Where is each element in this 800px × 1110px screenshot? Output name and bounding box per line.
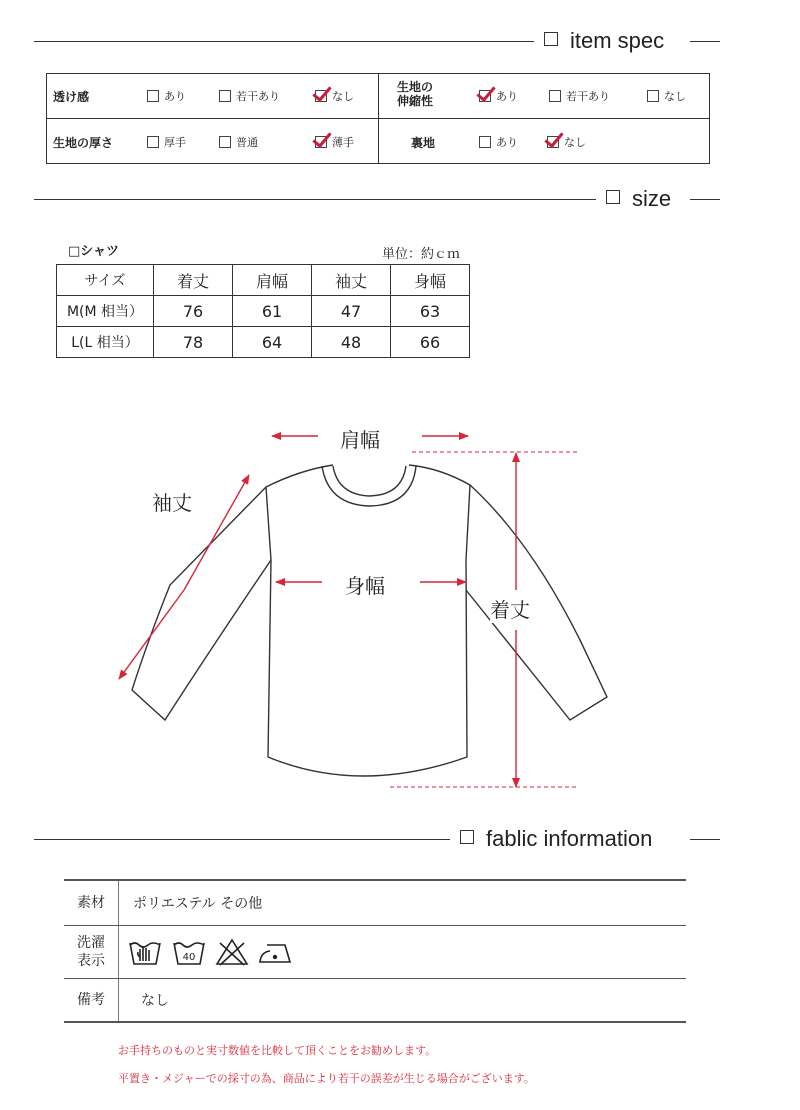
label-sleeve-length: 袖丈 bbox=[152, 491, 192, 515]
shirt-measurement-diagram bbox=[0, 400, 800, 820]
spec-option: 若干あり bbox=[219, 88, 280, 104]
size-heading: size bbox=[606, 186, 671, 212]
checkbox-icon bbox=[219, 90, 231, 102]
spec-option: あり bbox=[479, 88, 518, 104]
size-table bbox=[56, 264, 470, 358]
table-cell: 76 bbox=[154, 296, 233, 327]
heading-checkbox-icon bbox=[544, 32, 558, 46]
spec-option: 普通 bbox=[219, 134, 258, 150]
table-row bbox=[57, 296, 470, 327]
checked-checkbox-icon bbox=[479, 90, 491, 102]
iron-low-icon bbox=[257, 937, 293, 967]
item-spec-heading: item spec bbox=[544, 28, 664, 54]
spec-label-transparency: 透け感 bbox=[53, 90, 90, 104]
spec-option: あり bbox=[147, 88, 186, 104]
wash-label: 洗濯 表示 bbox=[77, 935, 105, 969]
remarks-label: 備考 bbox=[77, 992, 105, 1008]
table-cell: L(L 相当） bbox=[57, 327, 154, 358]
table-cell: M(M 相当） bbox=[57, 296, 154, 327]
table-header: サイズ bbox=[57, 265, 154, 296]
table-header-row bbox=[57, 265, 470, 296]
no-bleach-icon bbox=[215, 937, 249, 967]
table-cell: 47 bbox=[312, 296, 391, 327]
label-body-width: 身幅 bbox=[345, 574, 385, 598]
fabric-row-remarks bbox=[64, 979, 686, 1023]
spec-label-thickness: 生地の厚さ bbox=[53, 136, 114, 150]
spec-option: 若干あり bbox=[549, 88, 610, 104]
spec-label-lining: 裏地 bbox=[411, 136, 436, 150]
wash-symbols bbox=[118, 926, 686, 978]
fabric-table bbox=[64, 879, 686, 1023]
size-unit: 単位：約ｃｍ bbox=[382, 247, 461, 262]
material-value: ポリエステル その他 bbox=[118, 881, 686, 925]
remarks-value: なし bbox=[118, 979, 686, 1021]
fabric-heading: fablic information bbox=[460, 826, 652, 852]
checkbox-icon bbox=[479, 136, 491, 148]
label-shoulder-width: 肩幅 bbox=[340, 428, 380, 452]
fabric-row-wash bbox=[64, 926, 686, 979]
table-header: 着丈 bbox=[154, 265, 233, 296]
table-header: 肩幅 bbox=[233, 265, 312, 296]
item-spec-table bbox=[46, 73, 710, 164]
table-cell: 48 bbox=[312, 327, 391, 358]
table-cell: 63 bbox=[391, 296, 470, 327]
table-cell: 64 bbox=[233, 327, 312, 358]
spec-label-stretch: 生地の 伸縮性 bbox=[397, 80, 434, 108]
spec-option: なし bbox=[315, 88, 354, 104]
fabric-rule-left bbox=[34, 839, 450, 840]
checkbox-icon bbox=[549, 90, 561, 102]
checkbox-icon bbox=[147, 136, 159, 148]
table-cell: 66 bbox=[391, 327, 470, 358]
checkbox-icon bbox=[219, 136, 231, 148]
item-spec-rule-right bbox=[690, 41, 720, 42]
spec-option: 薄手 bbox=[315, 134, 354, 150]
spec-col-divider bbox=[378, 74, 379, 163]
table-header: 袖丈 bbox=[312, 265, 391, 296]
shirt-outline bbox=[132, 465, 607, 776]
size-rule-left bbox=[34, 199, 596, 200]
checkbox-icon bbox=[147, 90, 159, 102]
table-cell: 78 bbox=[154, 327, 233, 358]
item-spec-rule-left bbox=[34, 41, 534, 42]
heading-checkbox-icon bbox=[460, 830, 474, 844]
checkbox-icon bbox=[647, 90, 659, 102]
note-compare: お手持ちのものと実寸数値を比較して頂くことをお勧めします。 bbox=[118, 1044, 437, 1057]
fabric-row-material bbox=[64, 881, 686, 926]
label-total-length: 着丈 bbox=[490, 594, 530, 623]
table-row bbox=[57, 327, 470, 358]
material-label: 素材 bbox=[77, 895, 105, 911]
heading-checkbox-icon bbox=[606, 190, 620, 204]
checked-checkbox-icon bbox=[315, 136, 327, 148]
spec-option: あり bbox=[479, 134, 518, 150]
table-cell: 61 bbox=[233, 296, 312, 327]
hand-wash-icon bbox=[127, 937, 163, 967]
note-measurement: 平置き・メジャーでの採寸の為、商品により若干の誤差が生じる場合がございます。 bbox=[118, 1072, 535, 1085]
fabric-rule-right bbox=[690, 839, 720, 840]
spec-option: 厚手 bbox=[147, 134, 186, 150]
wash-40-icon bbox=[171, 937, 207, 967]
checked-checkbox-icon bbox=[315, 90, 327, 102]
svg-text:40: 40 bbox=[182, 952, 196, 963]
checked-checkbox-icon bbox=[547, 136, 559, 148]
size-table-title: □シャツ bbox=[68, 244, 120, 259]
spec-option: なし bbox=[647, 88, 686, 104]
sleeve-arrow-back bbox=[119, 590, 184, 679]
table-header: 身幅 bbox=[391, 265, 470, 296]
spec-option: なし bbox=[547, 134, 586, 150]
sleeve-arrow bbox=[184, 475, 249, 590]
size-rule-right bbox=[690, 199, 720, 200]
